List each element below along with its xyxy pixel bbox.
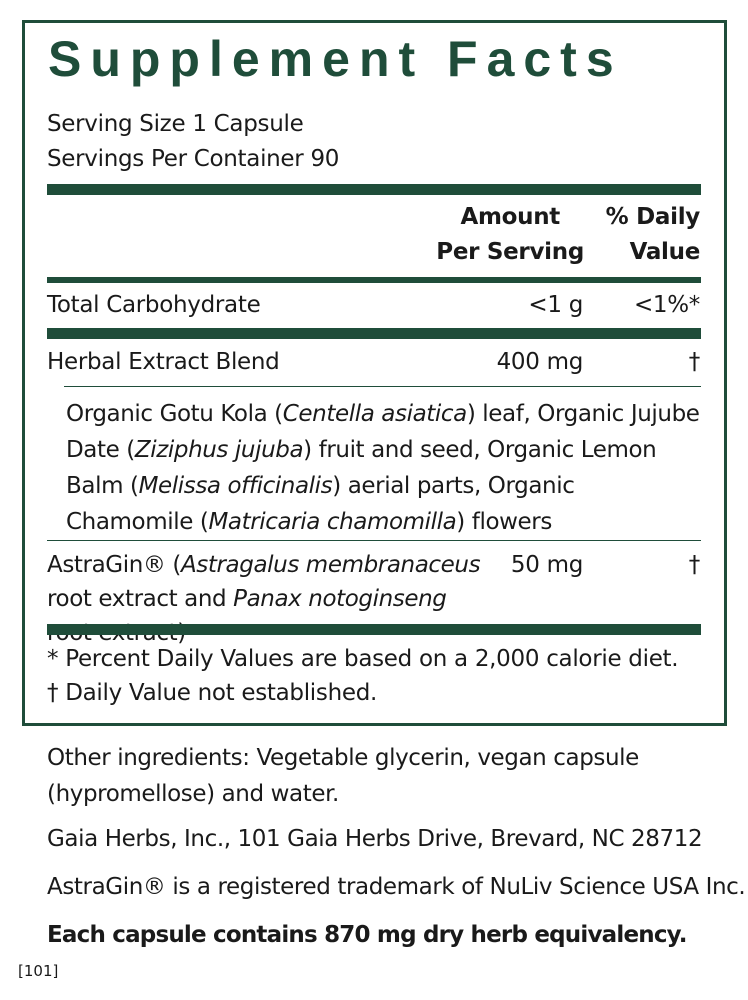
astragin-text-2: root extract and xyxy=(47,586,234,612)
row-total-carbohydrate-dv: <1%* xyxy=(633,292,700,318)
blend-latin-4: Matricaria chamomilla xyxy=(208,509,457,535)
blend-divider xyxy=(64,386,701,387)
blend-text-5: ) flowers xyxy=(456,509,552,535)
amount-header-line2: Per Serving xyxy=(436,239,584,265)
astragin-latin-2: Panax notoginseng xyxy=(233,586,447,612)
servings-per-container: Servings Per Container 90 xyxy=(47,146,340,172)
blend-text-4: ) aerial parts, Organic Chamomile ( xyxy=(66,473,575,535)
footnote-dv-not-established: † Daily Value not established. xyxy=(47,680,378,706)
blend-ingredients xyxy=(66,396,706,540)
medium-divider xyxy=(47,277,701,283)
thick-divider-top xyxy=(47,184,701,195)
footnote-percent-dv: * Percent Daily Values are based on a 2,000 calorie diet. xyxy=(47,646,679,672)
herb-equivalency: Each capsule contains 870 mg dry herb equivalency. xyxy=(47,922,687,948)
astragin-divider xyxy=(47,540,701,541)
row-herbal-blend-name: Herbal Extract Blend xyxy=(47,349,280,375)
panel-title: Supplement Facts xyxy=(48,31,623,87)
reference-code: [101] xyxy=(18,962,59,980)
blend-text-3: ) fruit and seed, Organic Lemon Balm ( xyxy=(66,437,657,499)
row-herbal-blend-amount: 400 mg xyxy=(496,349,583,375)
trademark-notice: AstraGin® is a registered trademark of NuLiv Science USA Inc. xyxy=(47,874,746,900)
manufacturer-address: Gaia Herbs, Inc., 101 Gaia Herbs Drive, Brevard, NC 28712 xyxy=(47,826,703,852)
astragin-amount: 50 mg xyxy=(510,552,583,578)
row-herbal-blend-dv: † xyxy=(688,349,700,375)
amount-header-line1: Amount xyxy=(460,204,560,230)
dv-header-line2: Value xyxy=(629,239,700,265)
blend-text-1: Organic Gotu Kola ( xyxy=(66,401,283,427)
other-ingredients: Other ingredients: Vegetable glycerin, vegan capsule (hypromellose) and water. xyxy=(47,745,639,807)
thick-divider-bottom xyxy=(47,624,701,635)
blend-latin-2: Ziziphus jujuba xyxy=(134,437,304,463)
serving-size: Serving Size 1 Capsule xyxy=(47,111,304,137)
thick-divider-middle xyxy=(47,328,701,339)
blend-latin-1: Centella asiatica xyxy=(282,401,467,427)
row-total-carbohydrate-name: Total Carbohydrate xyxy=(47,292,261,318)
astragin-dv: † xyxy=(688,552,700,578)
blend-text-2: ) leaf, Organic Jujube Date ( xyxy=(66,401,700,463)
dv-header-line1: % Daily xyxy=(605,204,700,230)
row-total-carbohydrate-amount: <1 g xyxy=(528,292,583,318)
astragin-latin-1: Astragalus membranaceus xyxy=(180,552,481,578)
astragin-text-1: AstraGin® ( xyxy=(47,552,181,578)
blend-latin-3: Melissa officinalis xyxy=(138,473,333,499)
